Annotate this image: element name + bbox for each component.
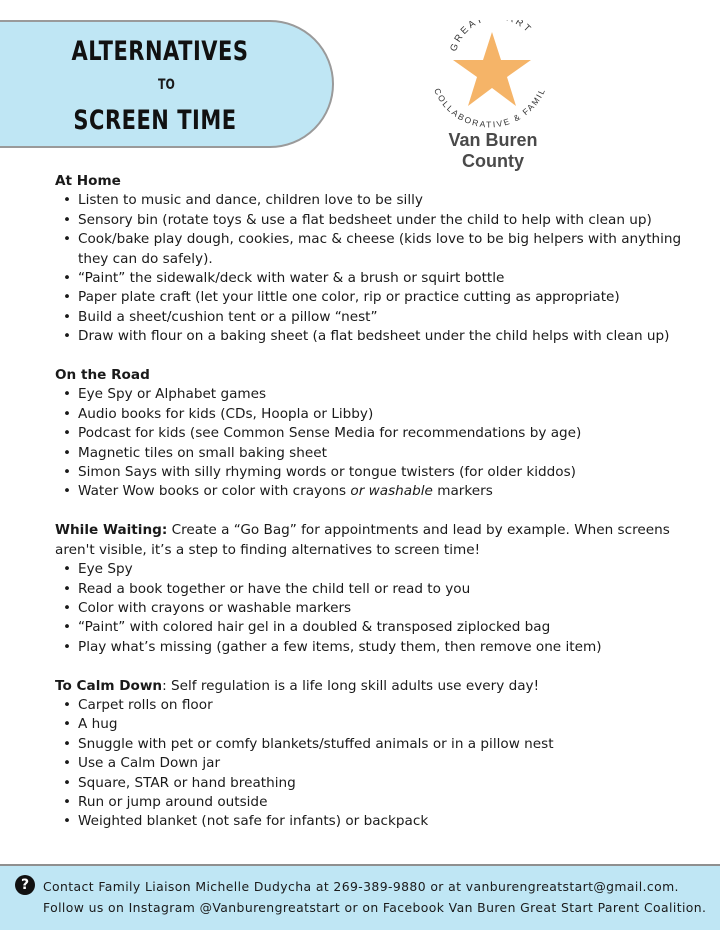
list-item: • Color with crayons or washable markers [78,599,705,618]
contact-footer [0,864,720,930]
at-home-list [55,191,705,346]
list-item: • Play what’s missing (gather a few items, study them, then remove one item) [78,638,705,657]
section-heading: On the Road [55,367,150,384]
list-item: • Build a sheet/cushion tent or a pillow “nest” [78,308,705,327]
list-item: • A hug [78,715,705,734]
list-item: • Paper plate craft (let your little one color, rip or practice cutting as appropriate) [78,288,705,307]
item-text: Water Wow books or color with crayons [78,483,351,500]
list-item: • Use a Calm Down jar [78,754,705,773]
social-line: Follow us on Instagram @Vanburengreatstart or on Facebook Van Buren Great Start Parent Coalition. [43,900,707,915]
list-item: • Audio books for kids (CDs, Hoopla or Libby) [78,405,705,424]
title-line-1: ALTERNATIVES [71,36,249,66]
logo-county-name: Van Buren County [448,130,538,171]
list-item: • Eye Spy or Alphabet games [78,385,705,404]
list-item: • Cook/bake play dough, cookies, mac & cheese (kids love to be big helpers with anything they can do safely). [78,230,705,269]
list-item: • Draw with flour on a baking sheet (a flat bedsheet under the child helps with clean up) [78,327,705,346]
while-waiting-list [55,560,705,657]
section-on-the-road [55,366,705,502]
section-intro-text: Create a “Go Bag” for appointments and lead by example. When screens aren't visible, it’s a step to finding alternatives to screen time! [55,522,670,558]
title-banner [0,20,334,148]
list-item: • Carpet rolls on floor [78,696,705,715]
logo-arc-top-text: GREAT RT [448,20,535,53]
star-logo-icon [418,20,568,132]
calm-down-list [55,696,705,832]
list-item: • Podcast for kids (see Common Sense Media for recommendations by age) [78,424,705,443]
title-line-3: SCREEN TIME [73,105,237,135]
section-calm-down [55,677,705,832]
on-the-road-list [55,385,705,501]
list-item: • “Paint” the sidewalk/deck with water & a brush or squirt bottle [78,269,705,288]
section-intro-text: : Self regulation is a life long skill adults use every day! [162,677,540,694]
list-item: • “Paint” with colored hair gel in a doubled & transposed ziplocked bag [78,618,705,637]
logo-arc-bottom-text: COLLABORATIVE & FAMIL [432,86,548,130]
list-item: • Eye Spy [78,560,705,579]
list-item: • Simon Says with silly rhyming words or tongue twisters (for older kiddos) [78,463,705,482]
great-start-logo [418,20,578,171]
main-content [55,172,705,851]
section-intro [55,521,705,560]
section-heading: At Home [55,173,121,189]
list-item: • Snuggle with pet or comfy blankets/stuffed animals or in a pillow nest [78,735,705,754]
section-heading: To Calm Down [55,677,163,694]
list-item: • Square, STAR or hand breathing [78,774,705,793]
list-item: • Magnetic tiles on small baking sheet [78,444,705,463]
section-intro [55,677,705,696]
contact-line: Contact Family Liaison Michelle Dudycha at 269-389-9880 or at vanburengreatstart@gmail.com. [43,879,679,894]
list-item: • Listen to music and dance, children love to be silly [78,191,705,210]
question-icon: ? [15,875,35,895]
list-item: • Sensory bin (rotate toys & use a flat bedsheet under the child to help with clean up) [78,211,705,230]
list-item: • Read a book together or have the child tell or read to you [78,580,705,599]
item-italic-text: or washable [350,483,433,500]
title-line-2: TO [158,76,175,93]
section-heading: While Waiting: [55,522,168,539]
list-item [78,482,705,501]
star-shape [453,32,531,106]
list-item: • Weighted blanket (not safe for infants) or backpack [78,812,705,831]
item-text: markers [432,483,493,500]
section-at-home [55,172,705,347]
section-while-waiting [55,521,705,657]
list-item: • Run or jump around outside [78,793,705,812]
